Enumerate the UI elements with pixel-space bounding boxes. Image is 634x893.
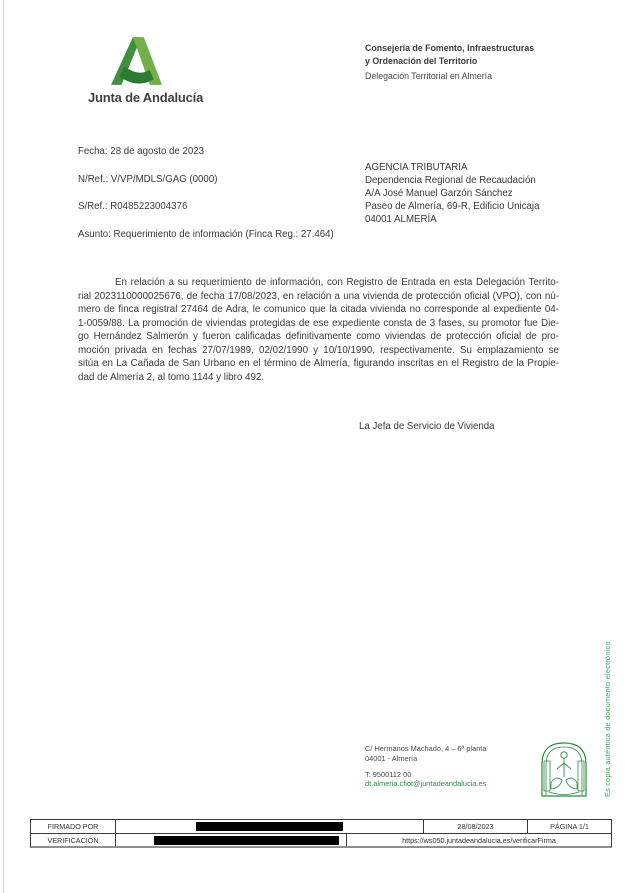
recipient-line: 04001 ALMERÍA — [365, 214, 437, 225]
junta-andalucia-a-icon — [110, 34, 162, 88]
signature-title: La Jefa de Servicio de Vivienda — [359, 421, 495, 432]
body-line: mero de finca registral 27464 de Adra, le comunico que la citada vivienda no corresponde al expediente 04- — [78, 304, 559, 316]
org-name-line1: Consejería de Fomento, Infraestructuras — [365, 43, 535, 53]
junta-logo-wordmark: Junta de Andalucía — [88, 90, 204, 105]
contact-address-line2: 04001 - Almería — [365, 753, 418, 763]
contact-phone: T: 9500112 00 — [365, 769, 412, 779]
org-name-line2: y Ordenación del Territorio — [365, 55, 478, 66]
contact-address-line1: C/ Hermanos Machado, 4 – 6ª planta — [365, 744, 487, 753]
redacted-code-bar — [154, 836, 339, 845]
contact-block — [365, 744, 486, 789]
firmado-por-label: FIRMADO POR — [31, 820, 116, 833]
body-line: go Hernández Salmerón y fueron calificadas definitivamente como viviendas de protección oficial de pro- — [78, 331, 559, 343]
meta-fecha: Fecha: 28 de agosto de 2023 — [78, 146, 205, 157]
body-line: En relación a su requerimiento de información, con Registro de Entrada en esta Delegación Territo- — [115, 277, 559, 288]
verificacion-label: VERIFICACIÓN — [31, 834, 116, 846]
meta-asunto: Asunto: Requerimiento de información (Finca Reg.: 27.464) — [78, 228, 334, 240]
org-header — [365, 42, 534, 83]
table-row-firmado — [31, 820, 611, 833]
body-line: moción privada en fechas 27/07/1989, 02/02/1990 y 10/10/1990, respectivamente. Su emplazamiento se — [78, 344, 559, 356]
recipient-line: Paseo de Almería, 69-R, Edificio Unicaja — [365, 201, 540, 212]
body-line: sitúa en La Cañada de San Urbano en el término de Almería, figurando inscritas en el Registro de la Propie- — [78, 358, 559, 370]
table-row-verificacion — [31, 833, 611, 846]
verification-url-cell — [347, 834, 611, 846]
verification-code-cell — [116, 834, 347, 846]
body-line: 1-0059/88. La promoción de viviendas protegidas de ese expediente consta de 3 fases, su promotor fue Die- — [78, 317, 559, 329]
letter-meta — [78, 146, 334, 256]
verification-table — [30, 819, 612, 848]
junta-seal-icon — [539, 739, 589, 799]
recipient-line: A/A José Manuel Garzón Sánchez — [365, 188, 513, 199]
body-line: dad de Almería 2, al tomo 1144 y libro 492. — [78, 371, 265, 383]
signature-date: 28/08/2023 — [424, 820, 528, 833]
body-line: rial 2023110000025676, de fecha 17/08/2023, en relación a una vivienda de protección oficial (VPO), con nú- — [78, 290, 559, 302]
verification-url-link[interactable]: https://ws050.juntadeandalucia.es/verificarFirma — [402, 835, 556, 845]
meta-nref: N/Ref.: V/VP/MDLS/GAG (0000) — [78, 173, 218, 185]
page-indicator: PÁGINA 1/1 — [550, 822, 589, 831]
redacted-signer-bar — [196, 822, 343, 831]
signer-cell — [116, 820, 424, 833]
authenticity-note: Es copia auténtica de documento electrónico — [603, 641, 612, 797]
meta-sref: S/Ref.: R0485223004376 — [78, 201, 188, 212]
contact-email-link[interactable]: dt.almeria.cfiot@juntadeandalucia.es — [365, 779, 487, 789]
recipient-line: Dependencia Regional de Recaudación — [365, 175, 536, 186]
recipient-line: AGENCIA TRIBUTARIA — [365, 162, 468, 173]
recipient-block — [365, 161, 539, 226]
junta-logo — [88, 34, 218, 105]
org-delegation: Delegación Territorial en Almería — [365, 71, 492, 81]
letter-body — [78, 276, 559, 384]
page-left-edge — [3, 0, 4, 893]
